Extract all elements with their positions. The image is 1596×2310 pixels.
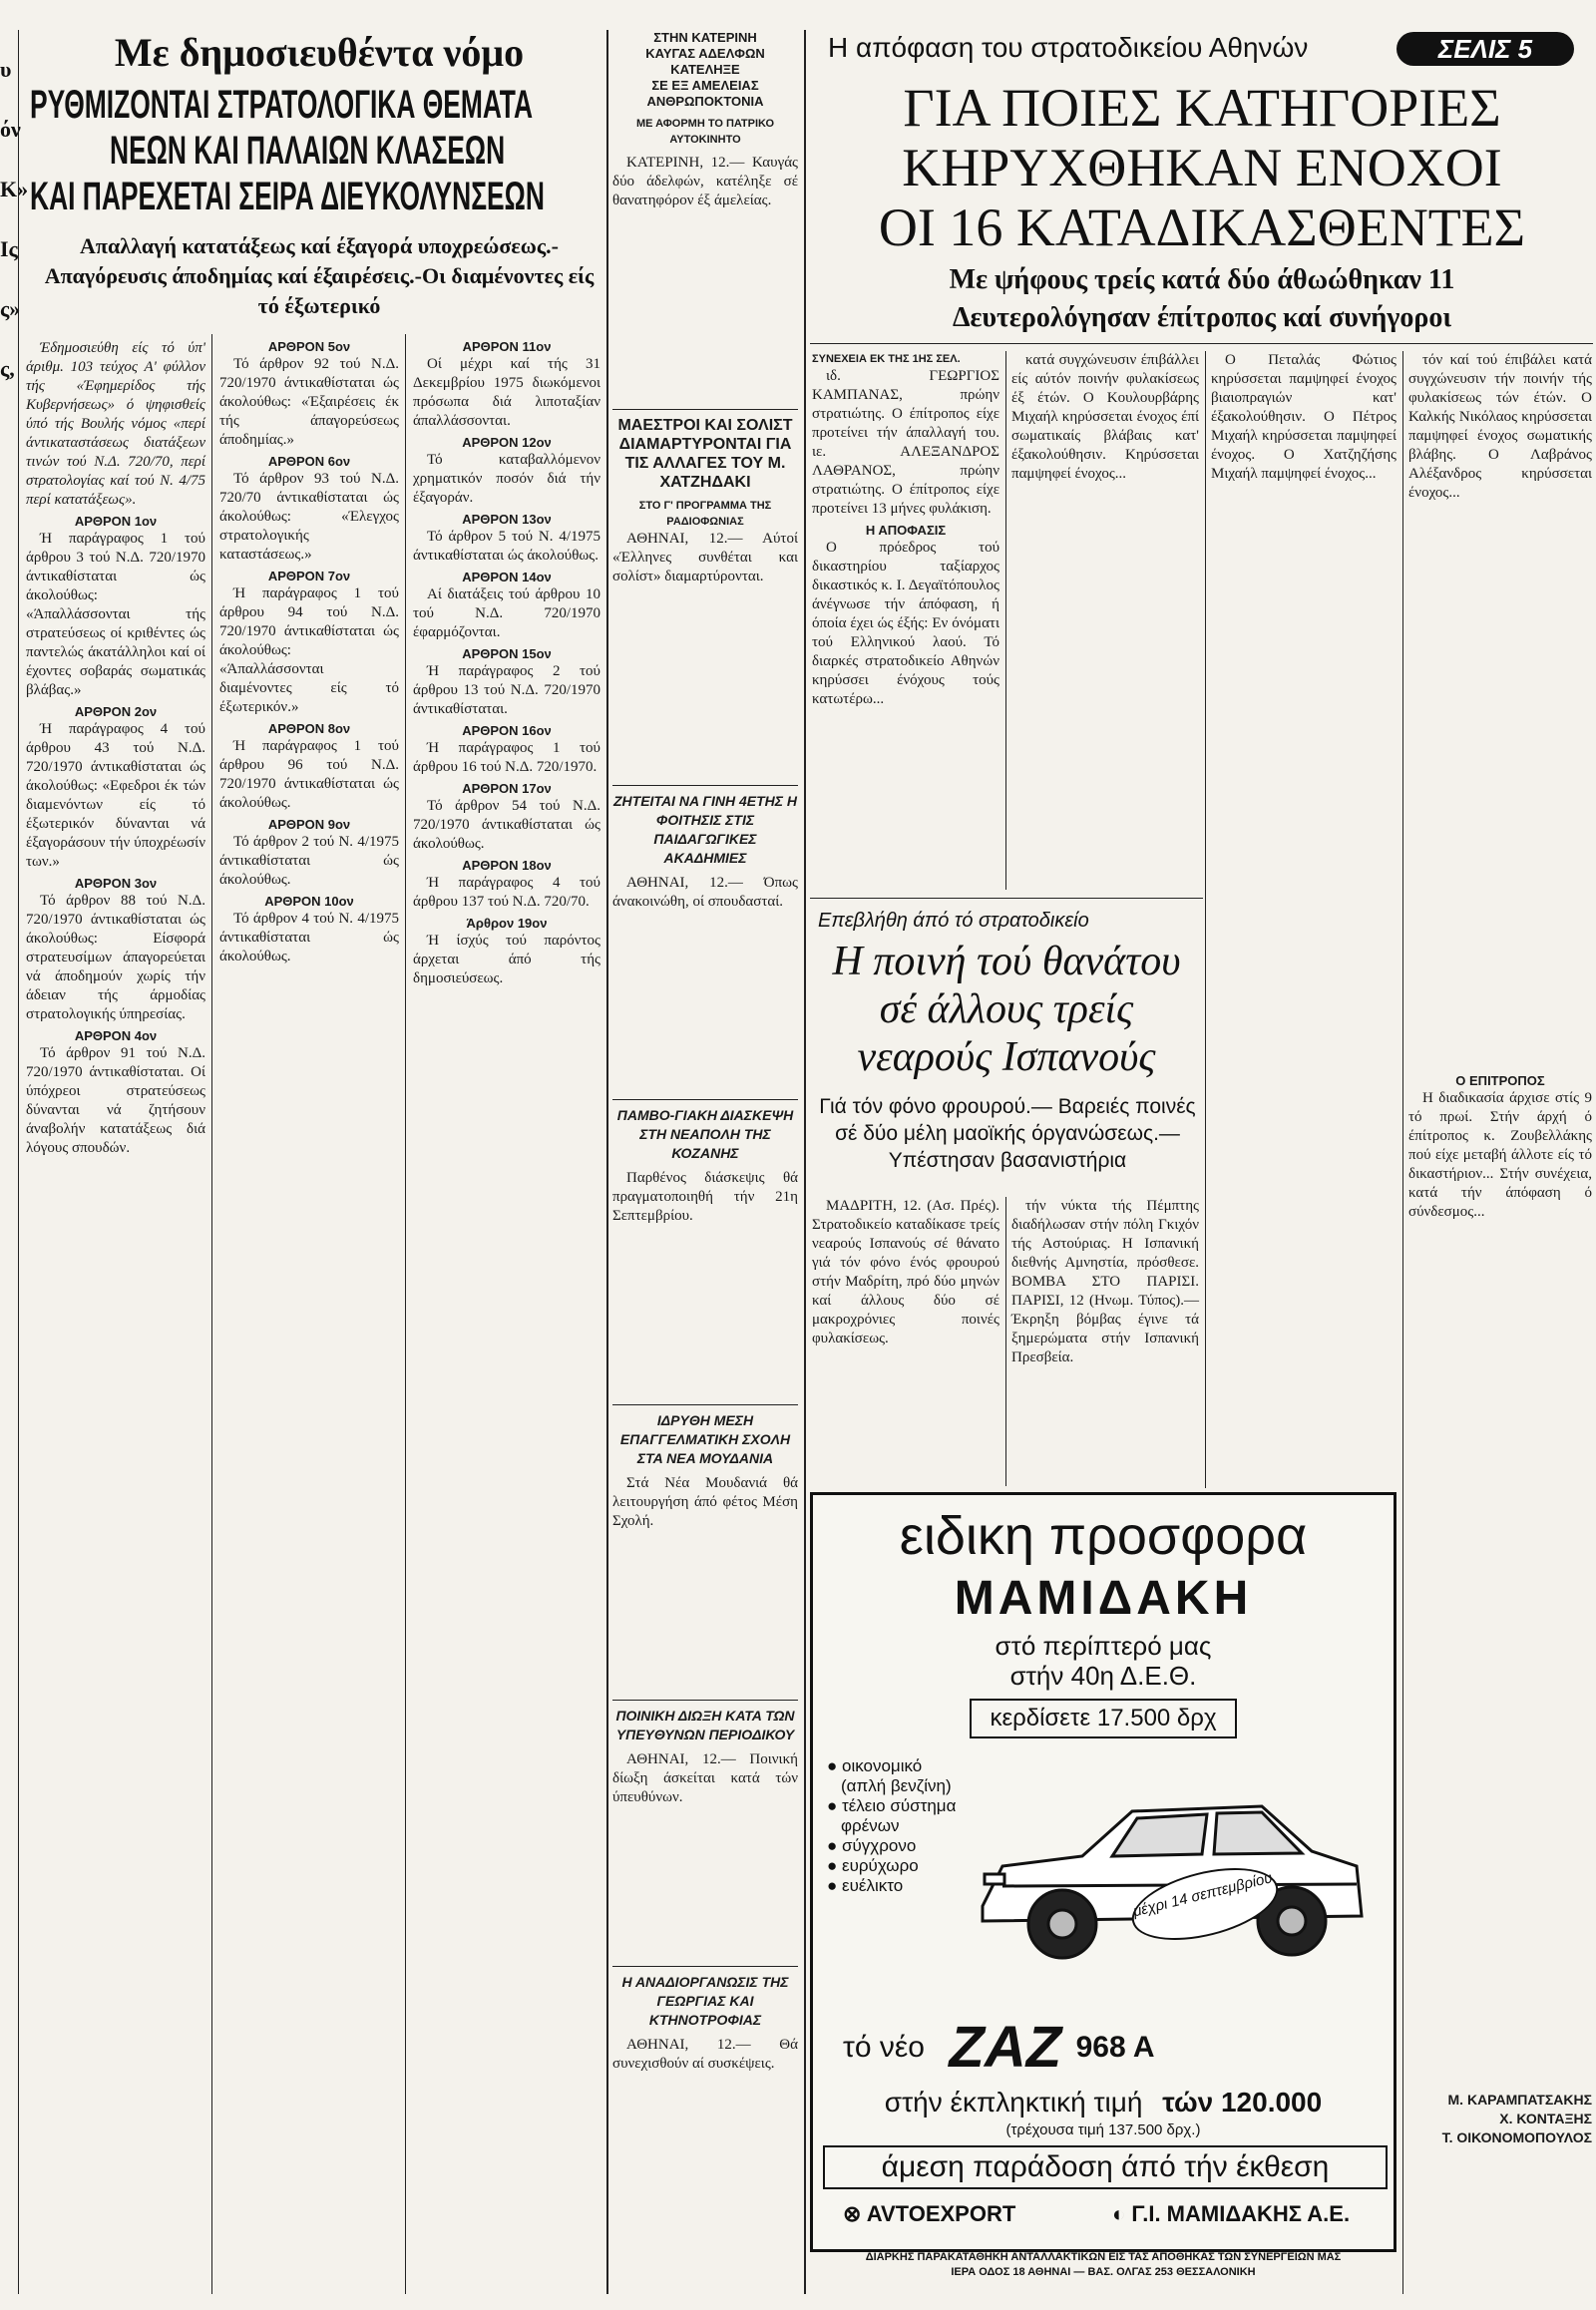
spain-subhead: Γιά τόν φόνο φρουρού.— Βαρειές ποινές σέ δύο μέλη μαοϊκής όργανώσεως.—Υπέστησαν βασανιστήρια bbox=[819, 1095, 1196, 1172]
article-text: Τό άρθρον 91 τού Ν.Δ. 720/1970 άντικαθίσταται. Οί ύπόχρεοι στρατεύσεως δύνανται νά ζητήσουν άναβολήν κατατάξεως διά λόγους σπουδών. bbox=[26, 1045, 205, 1156]
article-title: ΑΡΘΡΟΝ 2ον bbox=[74, 704, 158, 719]
katerini-strap bbox=[612, 30, 798, 110]
trial-column-c bbox=[1211, 351, 1396, 1488]
panvoyaki-text: Παρθένος διάσκεψις θά πραγματοποιηθή τήν 21η Σεπτεμβρίου. bbox=[612, 1170, 798, 1224]
article-title: ΑΡΘΡΟΝ 10ον bbox=[264, 894, 354, 909]
law-kicker: Με δημοσιευθέντα νόμο bbox=[114, 30, 525, 75]
ad-footer-line: ΙΕΡΑ ΟΔΟΣ 18 ΑΘΗΝΑΙ — ΒΑΣ. ΟΛΓΑΣ 253 ΘΕΣΣΑΛΟΝΙΚΗ bbox=[951, 2266, 1256, 2278]
katerini-strap-line: ΚΑΥΓΑΣ ΑΔΕΛΦΩΝ bbox=[645, 46, 765, 61]
article-text: Τό άρθρον 93 τού Ν.Δ. 720/70 άντικαθίσταται ώς άκολούθως: «Έλεγχος στρατολογικής καταστάσεως.» bbox=[219, 471, 399, 563]
briefs-column bbox=[612, 30, 798, 2294]
katerini-text: ΚΑΤΕΡΙΝΗ, 12.— Καυγάς δύο άδελφών, κατέληξε σέ θανατηφόρον έξ άμελείας. bbox=[612, 155, 798, 208]
spain-headline bbox=[810, 938, 1203, 1081]
spain-column-a bbox=[812, 1197, 999, 1486]
law-headline bbox=[30, 82, 608, 219]
article-text: Ή παράγραφος 1 τού άρθρου 3 τού Ν.Δ. 720/1970 άντικαθίσταται ώς άκολούθως: «Άπαλλάσσονται τής στρατεύσεως οί κριθέντες ώς παντελώς άκατάλληλοι καί οί έχοντες σοβαράς σωματικάς βλάβας.» bbox=[26, 531, 205, 698]
spain-text-a: ΜΑΔΡΙΤΗ, 12. (Ασ. Πρές). Στρατοδικείο καταδίκασε τρείς νεαρούς Ισπανούς σέ θάνατο γιά τόν φόνο ένός φρουρού στήν Μαδρίτη, πρό δύο μηνών καί άλλους δύο σέ μακροχρόνιες ποινές φυλακίσεως. bbox=[812, 1198, 999, 1347]
article-text: Τό άρθρον 5 τού Ν. 4/1975 άντικαθίσταται ώς άκολούθως. bbox=[413, 529, 600, 564]
ad-model-name: ZAZ bbox=[949, 2015, 1062, 2080]
ad-dealer-right: ◐ Γ.Ι. ΜΑΜΙΔΑΚΗΣ Α.Ε. bbox=[1112, 2201, 1351, 2226]
article-text: Ή παράγραφος 1 τού άρθρου 94 τού Ν.Δ. 720/1970 άντικαθίσταται ώς άκολούθως: «Άπαλλάσσονται διαμένοντες είς τό έξωτερικόν.» bbox=[219, 585, 399, 715]
article-title: ΑΡΘΡΟΝ 17ον bbox=[462, 781, 552, 796]
edge-fragment: όν bbox=[0, 117, 21, 142]
edge-fragment: ς, bbox=[0, 356, 15, 381]
trial-text-a: ιδ. ΓΕΩΡΓΙΟΣ ΚΑΜΠΑΝΑΣ, πρώην στρατιώτης. Ο έπίτροπος είχε προτείνει τήν άπαλλαγή του. ιε. ΑΛΕΞΑΝΔΡΟΣ ΛΑΘΡΑΝΟΣ, πρώην στρατιώτης. Ο έπίτροπος είχε προτείνει 13 μήνες φυλάκιση. bbox=[812, 368, 999, 517]
spain-headline-line: Η ποινή τού θανάτου bbox=[832, 939, 1181, 984]
article-title: ΑΡΘΡΟΝ 13ον bbox=[462, 512, 552, 527]
signature: Χ. ΚΟΝΤΑΞΗΣ bbox=[1499, 2111, 1592, 2126]
maestro-text: ΑΘΗΝΑΙ, 12.— Αύτοί «Έλληνες συνθέται και σολίστ» διαμαρτύρονται. bbox=[612, 531, 798, 584]
ad-location bbox=[813, 1631, 1394, 1691]
ad-location-line: στό περίπτερό μας bbox=[995, 1631, 1212, 1661]
edge-fragment: Κ» bbox=[0, 177, 29, 201]
ad-price-value: τών 120.000 bbox=[1162, 2087, 1323, 2118]
article-text: Ή παράγραφος 4 τού άρθρου 43 τού Ν.Δ. 720/1970 άντικαθίσταται ώς άκολούθως: «Εφεδροι έκ τών διαμενόντων είς τό έξωτερικόν δύνανται νά έξαγοράσουν τήν ύποχρέωσίν των.» bbox=[26, 721, 205, 870]
signature: Μ. ΚΑΡΑΜΠΑΤΣΑΚΗΣ bbox=[1447, 2092, 1592, 2108]
article-text: Ή ίσχύς τού παρόντος άρχεται άπό τής δημοσιεύσεως. bbox=[413, 933, 600, 986]
ad-model bbox=[843, 2014, 1382, 2081]
page-label-text: ΣΕΛΙΣ 5 bbox=[1437, 34, 1533, 64]
article-text: Οί μέχρι καί τής 31 Δεκεμβρίου 1975 διωκόμενοι πρόσωπα διά λιποταξίαν άπαλλάσσονται. bbox=[413, 356, 600, 429]
spain-text-b: τήν νύκτα τής Πέμπτης διαδήλωσαν στήν πόλη Γκιχόν τής Αστούριας. Η Ισπανική διεθνής Αμνηστία, πρόσθεσε. ΒΟΜΒΑ ΣΤΟ ΠΑΡΙΣΙ. ΠΑΡΙΣΙ, 12 (Ηνωμ. Τύπος).— Έκρηξη βόμβας έγινε τά ξημερώματα στήν Ισπανική Πρεσβεία. bbox=[1011, 1198, 1199, 1365]
academies-headline: ΖΗΤΕΙΤΑΙ ΝΑ ΓΙΝΗ 4ΕΤΗΣ Η ΦΟΙΤΗΣΙΣ ΣΤΙΣ ΠΑΙΔΑΓΩΓΙΚΕΣ ΑΚΑΔΗΜΙΕΣ bbox=[612, 793, 798, 866]
spain-headline-line: νεαρούς Ισπανούς bbox=[857, 1034, 1156, 1080]
dealer-logo-icon: ⊗ bbox=[843, 2201, 867, 2226]
article-title: ΑΡΘΡΟΝ 14ον bbox=[462, 570, 552, 584]
georgia-headline: Η ΑΝΑΔΙΟΡΓΑΝΩΣΙΣ ΤΗΣ ΓΕΩΡΓΙΑΣ ΚΑΙ ΚΤΗΝΟΤΡΟΦΙΑΣ bbox=[621, 1974, 789, 2028]
epitropos-title: Ο ΕΠΙΤΡΟΠΟΣ bbox=[1455, 1073, 1545, 1088]
ad-dealer-left: ⊗ AVTOEXPORT bbox=[843, 2201, 1016, 2226]
academies-text: ΑΘΗΝΑΙ, 12.— Όπως άνακοινώθη, οί σπουδασταί. bbox=[612, 875, 798, 910]
article-title: ΑΡΘΡΟΝ 7ον bbox=[267, 569, 351, 583]
law-column-3 bbox=[413, 339, 600, 2294]
moudania-headline: ΙΔΡΥΘΗ ΜΕΣΗ ΕΠΑΓΓΕΛΜΑΤΙΚΗ ΣΧΟΛΗ ΣΤΑ ΝΕΑ ΜΟΥΔΑΝΙΑ bbox=[619, 1412, 791, 1466]
trial-text-d: τόν καί τού έπιβάλει κατά συγχώνευσιν τήν ποινήν τής φυλακίσεως τών έτών. Ο Καλκής Νικόλαος κηρύσσεται παμψηφεί ένοχος σωματικής βλάβης. Ο Λαβράνος Αλέξανδρος κηρύσσεται ένοχος... bbox=[1408, 352, 1592, 501]
katerini-strap-line: ΣΤΗΝ ΚΑΤΕΡΙΝΗ bbox=[653, 30, 757, 45]
ad-footer-line: ΔΙΑΡΚΗΣ ΠΑΡΑΚΑΤΑΘΗΚΗ ΑΝΤΑΛΛΑΚΤΙΚΩΝ ΕΙΣ ΤΑΣ ΑΠΟΘΗΚΑΣ ΤΩΝ ΣΥΝΕΡΓΕΙΩΝ ΜΑΣ bbox=[865, 2251, 1342, 2263]
article-title: ΑΡΘΡΟΝ 11ον bbox=[462, 339, 552, 354]
ad-feature: φρένων bbox=[841, 1816, 900, 1835]
bullet-icon: ● bbox=[827, 1856, 842, 1875]
ad-feature: ● οικονομικό bbox=[827, 1756, 923, 1775]
katerini-strap-line: ΑΝΘΡΩΠΟΚΤΟΝΙΑ bbox=[646, 94, 764, 109]
article-text: Τό καταβαλλόμενον χρηματικόν ποσόν διά τήν έξαγοράν. bbox=[413, 452, 600, 506]
ad-delivery: άμεση παράδοση άπό τήν έκθεση bbox=[823, 2145, 1388, 2189]
katerini-strap-line: ΣΕ ΕΞ ΑΜΕΛΕΙΑΣ bbox=[651, 78, 759, 93]
article-text: Τό άρθρον 2 τού Ν. 4/1975 άντικαθίσταται ώς άκολούθως. bbox=[219, 834, 399, 888]
katerini-sub: ΜΕ ΑΦΟΡΜΗ ΤΟ ΠΑΤΡΙΚΟ ΑΥΤΟΚΙΝΗΤΟ bbox=[635, 118, 775, 146]
ad-feature: (απλή βενζίνη) bbox=[841, 1776, 952, 1795]
edge-fragment: ς» bbox=[0, 296, 21, 321]
bullet-icon: ● bbox=[827, 1836, 842, 1855]
ad-feature: ● ευέλικτο bbox=[827, 1876, 904, 1895]
law-column-2 bbox=[219, 339, 399, 2294]
article-title: ΑΡΘΡΟΝ 1ον bbox=[74, 514, 158, 529]
apofasi-title: Η ΑΠΟΦΑΣΙΣ bbox=[865, 523, 947, 538]
bullet-icon: ● bbox=[827, 1876, 842, 1895]
article-title: ΑΡΘΡΟΝ 15ον bbox=[462, 646, 552, 661]
bullet-icon: ● bbox=[827, 1756, 842, 1775]
law-headline-line: ΝΕΩΝ ΚΑΙ ΠΑΛΑΙΩΝ ΚΛΑΣΕΩΝ bbox=[110, 129, 506, 173]
article-title: ΑΡΘΡΟΝ 8ον bbox=[267, 721, 351, 736]
article-title: ΑΡΘΡΟΝ 5ον bbox=[267, 339, 351, 354]
trial-text-d2: Η διαδικασία άρχισε στίς 9 τό πρωί. Στήν άρχή ό έπίτροπος κ. Ζουβελλάκης πού είχε μεταβή άλλοτε είς τό δικαστήριον... Στήν συνέχεια, κατά τήν άπόφαση ό σύνδεσμος... bbox=[1408, 1090, 1592, 1220]
continuation-label: ΣΥΝΕΧΕΙΑ ΕΚ ΤΗΣ 1ΗΣ ΣΕΛ. bbox=[812, 353, 961, 365]
law-lead: Έδημοσιεύθη είς τό ύπ' άριθμ. 103 τεύχος Α' φύλλον τής «Έφημερίδος τής Κυβερνήσεως» ό ψηφισθείς ύπό τής Βουλής νόμος «περί άντικαταστάσεως διατάξεων τινών τού Ν.Δ. 720/70, περί στρατολογίας καί τού Ν. 4/75 περί κατατάξεως». bbox=[26, 340, 205, 508]
car-illustration bbox=[963, 1756, 1382, 1986]
trial-column-a bbox=[812, 351, 999, 890]
trial-column-d bbox=[1408, 351, 1592, 2294]
ad-brand: ΜΑΜΙΔΑΚΗ bbox=[954, 1572, 1253, 1625]
trial-headline-line: ΟΙ 16 ΚΑΤΑΔΙΚΑΣΘΕΝΤΕΣ bbox=[878, 197, 1526, 257]
ad-stand-price: κερδίσετε 17.500 δρχ bbox=[970, 1699, 1236, 1738]
ad-model-prefix: τό νέο bbox=[843, 2030, 925, 2064]
article-text: Αί διατάξεις τού άρθρου 10 τού Ν.Δ. 720/1970 έφαρμόζονται. bbox=[413, 586, 600, 640]
court-strap: Η απόφαση του στρατοδικείου Αθηνών bbox=[828, 32, 1309, 63]
signature: Τ. ΟΙΚΟΝΟΜΟΠΟΥΛΟΣ bbox=[1441, 2129, 1592, 2145]
article-title: ΑΡΘΡΟΝ 12ον bbox=[462, 435, 552, 450]
article-title: ΑΡΘΡΟΝ 6ον bbox=[267, 454, 351, 469]
ad-feature: ● τέλειο σύστημα bbox=[827, 1796, 957, 1815]
article-text: Τό άρθρον 4 τού Ν. 4/1975 άντικαθίσταται ώς άκολούθως. bbox=[219, 911, 399, 964]
ad-current-price: (τρέχουσα τιμή 137.500 δρχ.) bbox=[1005, 2121, 1201, 2138]
trial-text-b: κατά συγχώνευσιν έπιβάλλει είς αύτόν ποινήν φυλακίσεως έξ έτών. Ο Κουλουρβάρης Μιχαήλ κηρύσσεται ένοχος έπί σωματικαίς βλάβαις κατ' έξακολούθησιν. Κηρύσσεται παμψηφεί ένοχος... bbox=[1011, 352, 1199, 482]
mamidakis-ad bbox=[810, 1492, 1396, 2252]
edge-fragment: υ bbox=[0, 57, 12, 82]
car-logo-icon: ◐ bbox=[1112, 2201, 1132, 2226]
article-text: Ή παράγραφος 2 τού άρθρου 13 τού Ν.Δ. 720/1970 άντικαθίσταται. bbox=[413, 663, 600, 717]
spain-strap: Επεβλήθη άπό τό στρατοδικείο bbox=[818, 910, 1089, 932]
ad-price-label: στήν έκπληκτική τιμή bbox=[884, 2087, 1143, 2118]
article-title: Άρθρον 19ον bbox=[466, 916, 548, 931]
georgia-text: ΑΘΗΝΑΙ, 12.— Θά συνεχισθούν αί συσκέψεις. bbox=[612, 2037, 798, 2072]
ad-feature: ● σύγχρονο bbox=[827, 1836, 917, 1855]
pinaki-headline: ΠΟΙΝΙΚΗ ΔΙΩΞΗ ΚΑΤΑ ΤΩΝ ΥΠΕΥΘΥΝΩΝ ΠΕΡΙΟΔΙΚΟΥ bbox=[615, 1708, 795, 1742]
spain-column-b bbox=[1011, 1197, 1199, 1486]
trial-text-a2: Ο πρόεδρος τού δικαστηρίου ταξίαρχος δικαστικός κ. Ι. Δεγαϊτόπουλος άνέγνωσε τήν άπόφαση, ή όποία έχει ώς έξής: Εν όνόματι τού Ελληνικού λαού. Τό διαρκές στρατοδικείο Αθηνών κηρύσσει ένόχους τούς κατωτέρω... bbox=[812, 540, 999, 707]
article-title: ΑΡΘΡΟΝ 3ον bbox=[74, 876, 158, 891]
page-label bbox=[1396, 32, 1574, 66]
article-text: Τό άρθρον 88 τού Ν.Δ. 720/1970 άντικαθίσταται ώς άκολούθως: Είσφορά στρατευσίμων άπαγορεύεται νά άποδημούν χωρίς τήν άδειαν τής άρμοδίας στρατολογικής ύπηρεσίας. bbox=[26, 893, 205, 1022]
law-subhead: Απαλλαγή κατατάξεως καί έξαγορά υποχρεώσεως.-Απαγόρευσις άποδημίας καί έξαιρέσεις.-Οι διαμένοντες είς τό έξωτερικό bbox=[44, 233, 595, 318]
pinaki-text: ΑΘΗΝΑΙ, 12.— Ποινική δίωξη άσκείται κατά τών ύπευθύνων. bbox=[612, 1751, 798, 1805]
article-text: Τό άρθρον 92 τού Ν.Δ. 720/1970 άντικαθίσταται ώς άκολούθως: «Έξαιρέσεις έκ τής άπαγορεύσεως άποδημίας.» bbox=[219, 356, 399, 448]
ad-badge-text: μέχρι 14 σεπτεμβρίου bbox=[1131, 1869, 1275, 1921]
ad-location-line: στήν 40η Δ.Ε.Θ. bbox=[1009, 1661, 1197, 1691]
law-headline-line: ΡΥΘΜΙΖΟΝΤΑΙ ΣΤΡΑΤΟΛΟΓΙΚΑ ΘΕΜΑΤΑ bbox=[30, 83, 534, 127]
ad-feature: ● ευρύχωρο bbox=[827, 1856, 919, 1875]
trial-headline-line: ΚΗΡΥΧΘΗΚΑΝ ΕΝΟΧΟΙ bbox=[902, 138, 1502, 197]
trial-subhead-line: Με ψήφους τρείς κατά δύο άθωώθηκαν 11 bbox=[949, 264, 1455, 295]
trial-text-c: Ο Πεταλάς Φώτιος κηρύσσεται παμψηφεί ένοχος βιαιοπραγιών κατ' έξακολούθησιν. Ο Πέτρος Μιχαήλ κηρύσσεται παμψηφεί ένοχος. Ο Χατζηζήσης Μιχαήλ παμψηφεί ένοχος... bbox=[1211, 352, 1396, 482]
panvoyaki-headline: ΠΑΜΒΟ-ΓΙΑΚΗ ΔΙΑΣΚΕΨΗ ΣΤΗ ΝΕΑΠΟΛΗ ΤΗΣ ΚΟΖΑΝΗΣ bbox=[616, 1107, 794, 1161]
bullet-icon: ● bbox=[827, 1796, 842, 1815]
ad-footer bbox=[810, 2250, 1396, 2280]
article-text: Ή παράγραφος 1 τού άρθρου 96 τού Ν.Δ. 720/1970 άντικαθίσταται ώς άκολούθως. bbox=[219, 738, 399, 811]
maestro-sub: ΣΤΟ Γ' ΠΡΟΓΡΑΜΜΑ ΤΗΣ ΡΑΔΙΟΦΩΝΙΑΣ bbox=[638, 500, 772, 528]
article-title: ΑΡΘΡΟΝ 18ον bbox=[462, 858, 552, 873]
moudania-text: Στά Νέα Μουδανιά θά λειτουργήση άπό φέτος Μέση Σχολή. bbox=[612, 1475, 798, 1529]
article-title: ΑΡΘΡΟΝ 4ον bbox=[74, 1028, 158, 1043]
law-headline-line: ΚΑΙ ΠΑΡΕΧΕΤΑΙ ΣΕΙΡΑ ΔΙΕΥΚΟΛΥΝΣΕΩΝ bbox=[30, 175, 545, 218]
article-title: ΑΡΘΡΟΝ 16ον bbox=[462, 723, 552, 738]
edge-fragment: Ις bbox=[0, 236, 18, 261]
ad-model-num: 968 A bbox=[1075, 2030, 1155, 2064]
katerini-strap-line: ΚΑΤΕΛΗΞΕ bbox=[670, 62, 740, 77]
law-column-1 bbox=[26, 339, 205, 2294]
ad-headline-top: ειδικη προσφορα bbox=[899, 1506, 1308, 1566]
trial-subhead bbox=[813, 261, 1591, 337]
ad-price-line bbox=[813, 2086, 1394, 2119]
maestro-headline: ΜΑΕΣΤΡΟΙ ΚΑΙ ΣΟΛΙΣΤ ΔΙΑΜΑΡΤΥΡΟΝΤΑΙ ΓΙΑ ΤΙΣ ΑΛΛΑΓΕΣ ΤΟΥ Μ. ΧΑΤΖΗΔΑΚΙ bbox=[617, 417, 793, 491]
article-text: Ή παράγραφος 1 τού άρθρου 16 τού Ν.Δ. 720/1970. bbox=[413, 740, 600, 775]
trial-headline bbox=[813, 78, 1591, 257]
trial-subhead-line: Δευτερολόγησαν έπίτροπος καί συνήγοροι bbox=[952, 302, 1452, 333]
trial-column-b bbox=[1011, 351, 1199, 890]
article-title: ΑΡΘΡΟΝ 9ον bbox=[267, 817, 351, 832]
article-text: Ή παράγραφος 4 τού άρθρου 137 τού Ν.Δ. 720/70. bbox=[413, 875, 600, 910]
left-edge-fragments bbox=[0, 40, 29, 2294]
spain-headline-line: σέ άλλους τρείς bbox=[879, 986, 1134, 1032]
article-text: Τό άρθρον 54 τού Ν.Δ. 720/1970 άντικαθίσταται ώς άκολούθως. bbox=[413, 798, 600, 852]
trial-headline-line: ΓΙΑ ΠΟΙΕΣ ΚΑΤΗΓΟΡΙΕΣ bbox=[903, 78, 1501, 138]
